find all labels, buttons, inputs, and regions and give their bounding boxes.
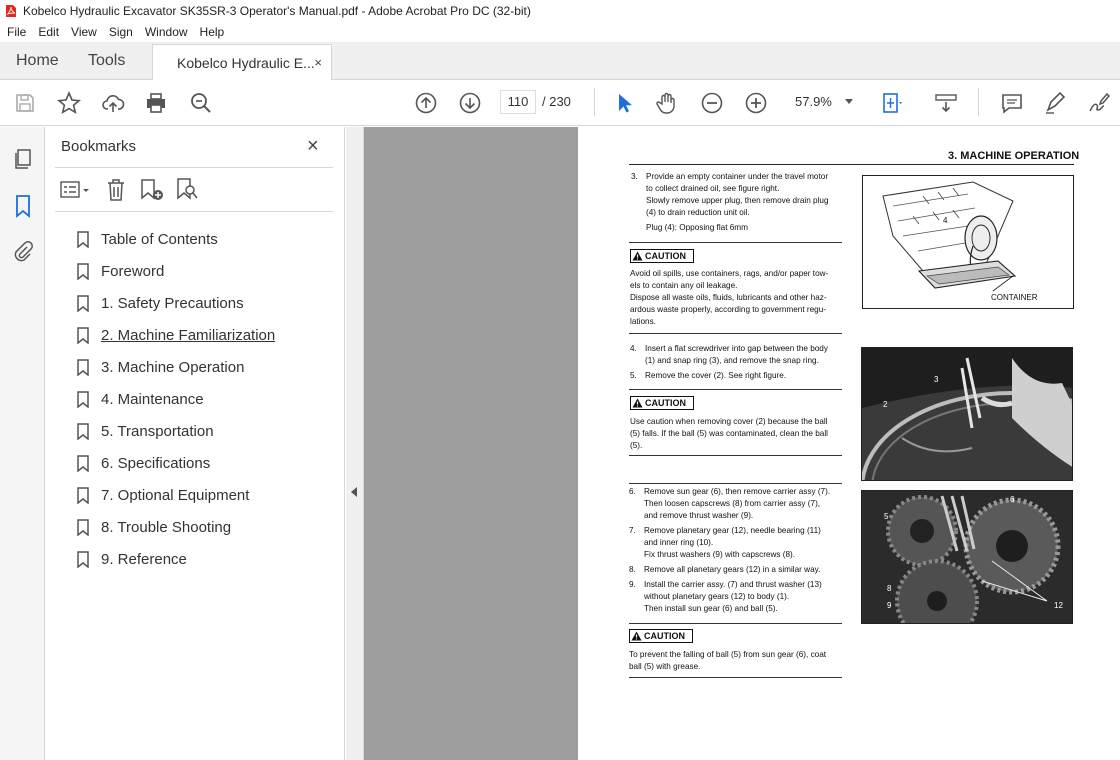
divider xyxy=(55,211,333,212)
zoom-search-icon[interactable] xyxy=(189,91,213,115)
rule xyxy=(629,333,842,334)
bookmark-icon xyxy=(77,455,89,472)
figure-callout: 3 xyxy=(934,375,939,384)
step-4: 4. Insert a flat screwdriver into gap between the body (1) and snap ring (3), and remove the snap ring. xyxy=(630,344,828,365)
zoom-value: 57.9% xyxy=(795,94,832,109)
caution-2-text: Use caution when removing cover (2) because the ball (5) falls. If the ball (5) was contaminated, clean the ball (5). xyxy=(630,417,828,450)
bookmark-icon xyxy=(77,487,89,504)
page-total: / 230 xyxy=(542,94,571,109)
divider xyxy=(55,167,333,168)
delete-bookmark-icon[interactable] xyxy=(103,177,129,203)
rule xyxy=(629,483,842,484)
figure-photo-snap-ring xyxy=(861,347,1073,481)
bookmark-icon xyxy=(77,391,89,408)
menu-help[interactable]: Help xyxy=(199,25,225,39)
warning-icon xyxy=(632,398,643,408)
figure-callout: 6 xyxy=(1010,495,1015,504)
bookmark-icon xyxy=(77,359,89,376)
bookmark-icon xyxy=(77,263,89,280)
figure-callout: 9 xyxy=(887,601,892,610)
tab-home[interactable]: Home xyxy=(16,52,59,69)
figure-callout: 12 xyxy=(1054,601,1063,610)
fit-page-icon[interactable] xyxy=(880,91,904,115)
find-bookmark-icon[interactable] xyxy=(175,177,201,203)
figure-callout: 5 xyxy=(884,512,889,521)
caution-label: CAUTION xyxy=(630,396,694,410)
navigation-rail xyxy=(0,127,45,760)
bookmarks-panel-icon[interactable] xyxy=(11,194,35,218)
page-header: 3. MACHINE OPERATION xyxy=(948,150,1080,162)
bookmark-list xyxy=(77,223,327,575)
tab-tools[interactable]: Tools xyxy=(88,52,126,69)
attachments-icon[interactable] xyxy=(11,240,35,264)
caution-3-text: To prevent the falling of ball (5) from sun gear (6), coat ball (5) with grease. xyxy=(629,650,827,671)
bookmark-icon xyxy=(77,423,89,440)
document-canvas[interactable] xyxy=(364,127,578,760)
acrobat-icon xyxy=(5,4,17,18)
menu-view[interactable]: View xyxy=(71,25,97,39)
step-3: 3. Provide an empty container under the travel motor to collect drained oil, see figure right. Slowly remove upper plug, then remove drain plug (4) to drain reduction unit oil. Plug (4): Opposing flat 6mm xyxy=(631,172,829,232)
menu-bar xyxy=(0,22,1120,42)
figure-label-container: CONTAINER xyxy=(991,293,1038,302)
bookmark-icon xyxy=(77,231,89,248)
rule xyxy=(629,242,842,243)
bookmark-options-icon[interactable] xyxy=(59,177,93,203)
close-icon[interactable]: × xyxy=(307,135,319,157)
bookmark-item[interactable]: 7. Optional Equipment xyxy=(77,479,327,511)
bookmark-item[interactable]: 1. Safety Precautions xyxy=(77,287,327,319)
figure-callout: 2 xyxy=(883,400,888,409)
bookmark-item[interactable]: 5. Transportation xyxy=(77,415,327,447)
bookmark-item[interactable]: 4. Maintenance xyxy=(77,383,327,415)
bookmark-icon xyxy=(77,327,89,344)
sign-icon[interactable] xyxy=(1087,91,1111,115)
bookmark-item[interactable]: 6. Specifications xyxy=(77,447,327,479)
upload-cloud-icon[interactable] xyxy=(101,91,125,115)
collapse-arrow-icon[interactable] xyxy=(351,487,357,497)
step-5: 5. Remove the cover (2). See right figure. xyxy=(630,371,787,380)
bookmark-item[interactable]: 9. Reference xyxy=(77,543,327,575)
hand-tool-icon[interactable] xyxy=(655,91,679,115)
rule xyxy=(629,677,842,678)
rule xyxy=(629,623,842,624)
figure-travel-motor xyxy=(862,175,1074,309)
highlight-pen-icon[interactable] xyxy=(1043,91,1067,115)
new-bookmark-icon[interactable] xyxy=(139,177,165,203)
bookmark-icon xyxy=(77,295,89,312)
window-title: Kobelco Hydraulic Excavator SK35SR-3 Operator's Manual.pdf - Adobe Acrobat Pro DC (32-bit) xyxy=(23,4,531,18)
bookmark-item[interactable]: Table of Contents xyxy=(77,223,327,255)
zoom-select[interactable] xyxy=(786,90,860,114)
title-bar xyxy=(0,0,1120,22)
warning-icon xyxy=(632,251,643,261)
figure-photo-planetary-gears xyxy=(861,490,1073,624)
bookmark-item[interactable]: 8. Trouble Shooting xyxy=(77,511,327,543)
toolbar-separator xyxy=(978,88,979,116)
zoom-in-icon[interactable] xyxy=(744,91,768,115)
page-number-input[interactable]: 110 xyxy=(500,90,536,114)
comment-icon[interactable] xyxy=(1000,91,1024,115)
bookmarks-panel xyxy=(45,127,345,760)
bookmark-item[interactable]: 2. Machine Familiarization xyxy=(77,319,327,351)
rule xyxy=(629,455,842,456)
toolbar-separator xyxy=(594,88,595,116)
bookmarks-toolbar xyxy=(59,177,211,203)
bookmark-star-icon[interactable] xyxy=(57,91,81,115)
bookmark-icon xyxy=(77,519,89,536)
menu-file[interactable]: File xyxy=(7,25,27,39)
caution-1-text: Avoid oil spills, use containers, rags, and/or paper tow- els to contain any oil leakage. Dispose all waste oils, fluids, lubricants and other haz- ardous waste properly, according to government regu- lations. xyxy=(630,269,829,326)
print-icon[interactable] xyxy=(144,91,168,115)
bookmarks-title: Bookmarks xyxy=(61,138,137,155)
tab-close-icon[interactable]: × xyxy=(314,55,322,70)
menu-window[interactable]: Window xyxy=(144,25,188,39)
select-cursor-icon[interactable] xyxy=(612,91,636,115)
warning-icon xyxy=(631,631,642,641)
tab-document[interactable] xyxy=(152,44,332,81)
menu-sign[interactable]: Sign xyxy=(108,25,133,39)
bookmark-item[interactable]: 3. Machine Operation xyxy=(77,351,327,383)
tab-document-label: Kobelco Hydraulic E... xyxy=(177,55,315,71)
caution-label: CAUTION xyxy=(629,629,693,643)
steps-6-9: 6. Remove sun gear (6), then remove carrier assy (7). Then loosen capscrews (8) from carrier assy (7), and remove thrust washer (9). 7. Remove planetary gear (12), needle bearing (11) and inner ring (10). Fix thrust washers (9) with capscrews (8). 8. Remove all planetary gears (12) in a similar way. 9. Install the carrier assy. (7) and thrust washer (13) without planetary gears (12) to body (1). Then install sun gear (6) and ball (5). xyxy=(629,487,831,613)
pages-thumbnail-icon[interactable] xyxy=(11,147,35,171)
menu-edit[interactable]: Edit xyxy=(38,25,60,39)
page-down-icon[interactable] xyxy=(458,91,482,115)
page-up-icon[interactable] xyxy=(414,91,438,115)
chevron-down-icon xyxy=(845,99,853,104)
panel-collapse-strip[interactable] xyxy=(346,127,364,760)
figure-callout: 4 xyxy=(943,216,948,225)
rule xyxy=(629,389,842,390)
zoom-out-icon[interactable] xyxy=(700,91,724,115)
bookmark-item[interactable]: Foreword xyxy=(77,255,327,287)
pdf-page xyxy=(578,127,1120,760)
header-rule xyxy=(629,164,1074,165)
bookmark-icon xyxy=(77,551,89,568)
scroll-mode-icon[interactable] xyxy=(934,91,958,115)
tab-bar xyxy=(0,42,1120,80)
figure-callout: 8 xyxy=(887,584,892,593)
save-icon[interactable] xyxy=(13,91,37,115)
caution-label: CAUTION xyxy=(630,249,694,263)
